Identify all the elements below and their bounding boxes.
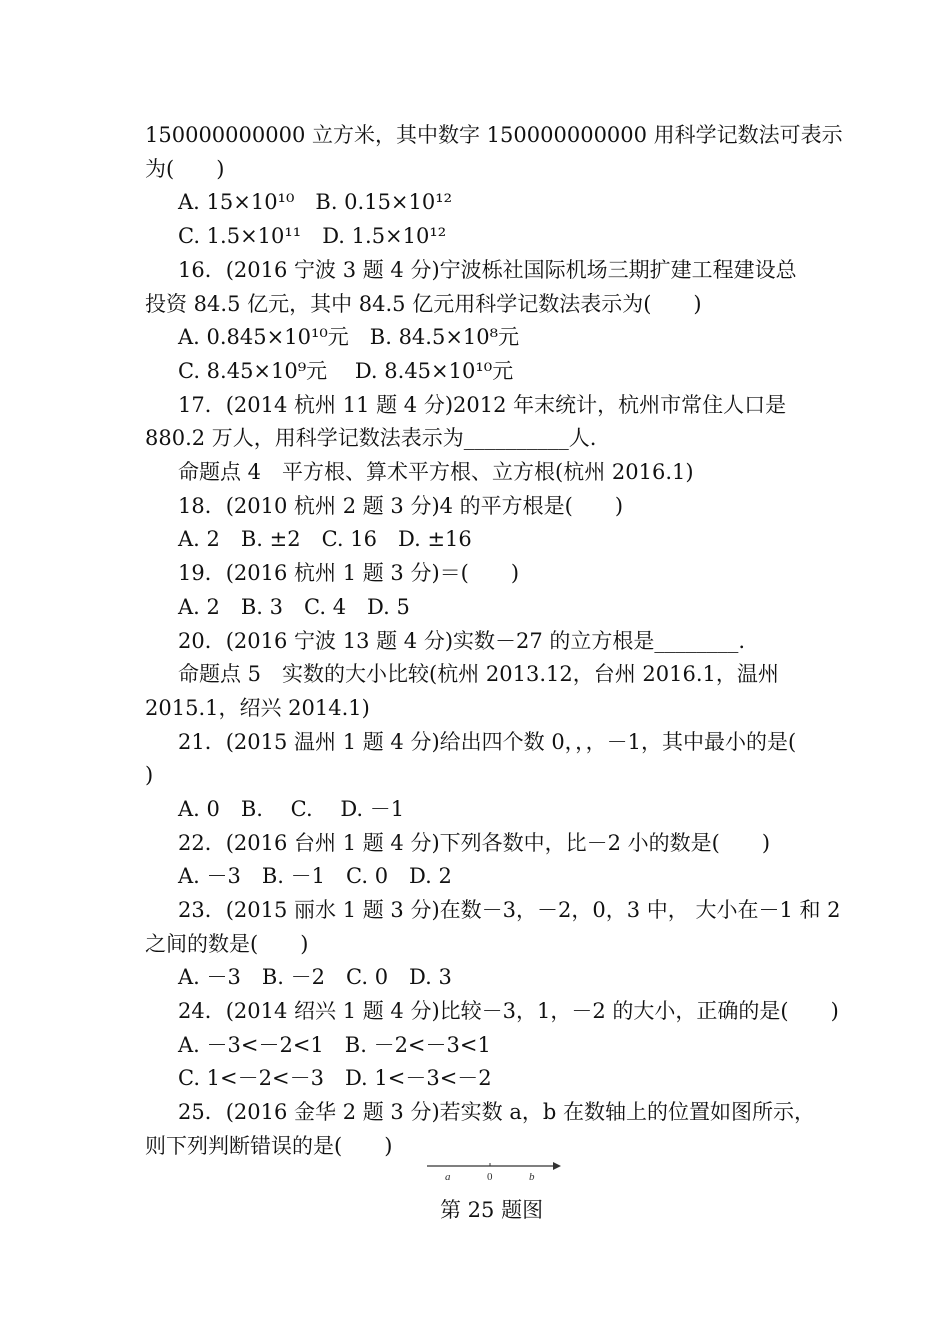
- question-23: 23．(2015 丽水 1 题 3 分)在数－3，－2，0，3 中， 大小在－1 和 2: [178, 898, 841, 922]
- text-line: 投资 84.5 亿元，其中 84.5 亿元用科学记数法表示为( ): [145, 292, 702, 316]
- option-line: A. 0 B. C. D. －1: [178, 797, 405, 821]
- text-line: 为( ): [145, 157, 225, 181]
- question-16: 16．(2016 宁波 3 题 4 分)宁波栎社国际机场三期扩建工程建设总: [178, 258, 797, 282]
- option-line: C. 1<－2<－3 D. 1<－3<－2: [178, 1066, 492, 1090]
- text-line: 2015.1，绍兴 2014.1): [145, 696, 370, 720]
- option-line: A. －3 B. －2 C. 0 D. 3: [178, 965, 452, 989]
- figure-caption: 第 25 题图: [440, 1198, 544, 1222]
- option-line: A. 15×10¹⁰ B. 0.15×10¹²: [178, 190, 453, 214]
- question-19: 19．(2016 杭州 1 题 3 分)＝( ): [178, 561, 520, 585]
- option-line: A. －3<－2<1 B. －2<－3<1: [178, 1033, 491, 1057]
- text-line: 150000000000 立方米，其中数字 150000000000 用科学记数法可表示: [145, 123, 843, 147]
- section-heading-4: 命题点 4 平方根、算术平方根、立方根(杭州 2016.1): [178, 460, 694, 484]
- option-line: C. 1.5×10¹¹ D. 1.5×10¹²: [178, 224, 447, 248]
- question-22: 22．(2016 台州 1 题 4 分)下列各数中，比－2 小的数是( ): [178, 831, 771, 855]
- question-17: 17．(2014 杭州 11 题 4 分)2012 年末统计，杭州市常住人口是: [178, 393, 787, 417]
- text-line: ): [145, 763, 154, 787]
- option-line: A. 2 B. ±2 C. 16 D. ±16: [178, 527, 472, 551]
- label-zero: 0: [487, 1171, 493, 1183]
- text-line: 则下列判断错误的是( ): [145, 1134, 393, 1158]
- option-line: A. 2 B. 3 C. 4 D. 5: [178, 595, 410, 619]
- axis-arrow-icon: [553, 1162, 561, 1170]
- text-line: 880.2 万人，用科学记数法表示为__________人.: [145, 426, 597, 450]
- number-line-figure: [425, 1158, 565, 1188]
- label-b: b: [529, 1171, 535, 1183]
- question-20: 20．(2016 宁波 13 题 4 分)实数－27 的立方根是________.: [178, 629, 746, 653]
- section-heading-5: 命题点 5 实数的大小比较(杭州 2013.12，台州 2016.1，温州: [178, 662, 779, 686]
- option-line: A. －3 B. －1 C. 0 D. 2: [178, 864, 452, 888]
- option-line: C. 8.45×10⁹元 D. 8.45×10¹⁰元: [178, 359, 514, 383]
- label-a: a: [445, 1171, 451, 1183]
- text-line: 之间的数是( ): [145, 932, 309, 956]
- question-18: 18．(2010 杭州 2 题 3 分)4 的平方根是( ): [178, 494, 624, 518]
- question-24: 24．(2014 绍兴 1 题 4 分)比较－3，1，－2 的大小，正确的是( ): [178, 999, 839, 1023]
- option-line: A. 0.845×10¹⁰元 B. 84.5×10⁸元: [178, 325, 520, 349]
- question-21: 21．(2015 温州 1 题 4 分)给出四个数 0，，，－1，其中最小的是(: [178, 730, 797, 754]
- question-25: 25．(2016 金华 2 题 3 分)若实数 a，b 在数轴上的位置如图所示，: [178, 1100, 815, 1124]
